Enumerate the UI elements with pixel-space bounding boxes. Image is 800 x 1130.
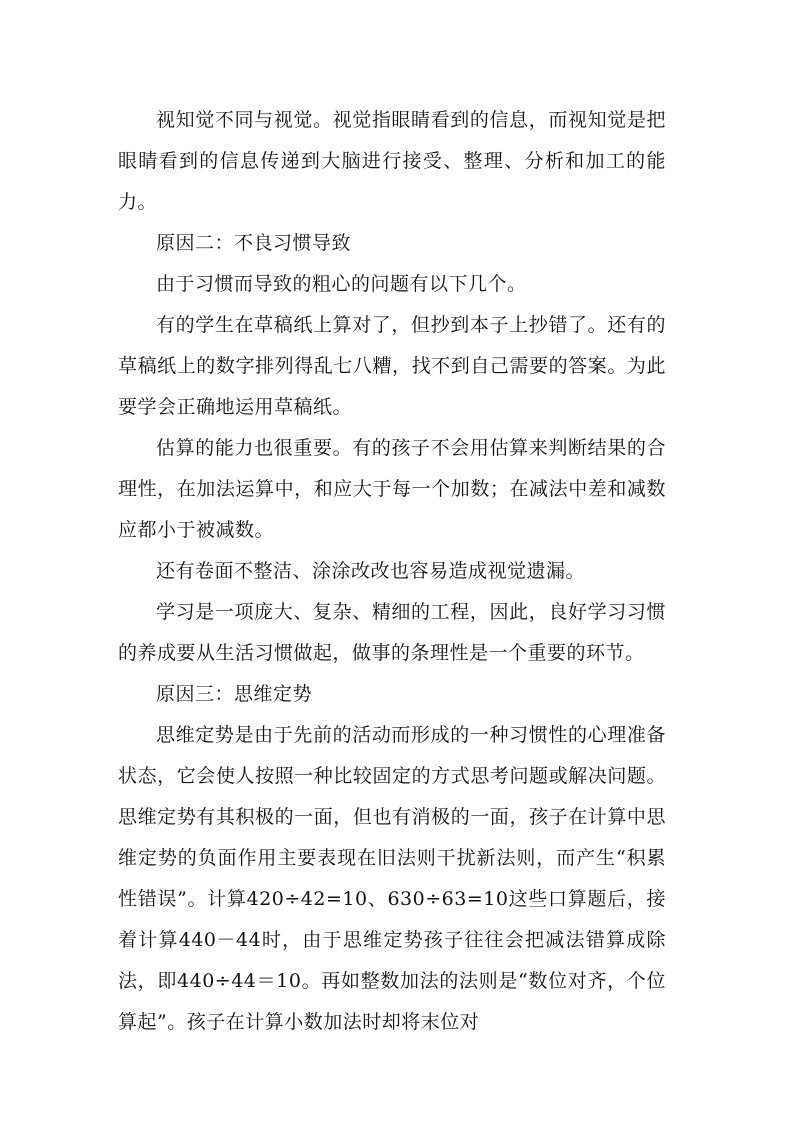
paragraph-habit-intro: 由于习惯而导致的粗心的问题有以下几个。 — [156, 273, 527, 295]
paragraph-scratch-paper: 有的学生在草稿纸上算对了，但抄到本子上抄错了。还有的草稿纸上的数字排列得乱七八糟，找不到自己需要的答案。为此要学会正确地运用草稿纸。 — [118, 314, 666, 418]
paragraph-mindset: 思维定势是由于先前的活动而形成的一种习惯性的心理准备状态，它会使人按照一种比较固定的方式思考问题或解决问题。思维定势有其积极的一面，但也有消极的一面，孩子在计算中思维定势的负面作用主要表现在旧法则干扰新法则，而产生“积累性错误”。计算420÷42=10、630÷63=10这些口算题后，接着计算440－44时，由于思维定势孩子往往会把减法错算成除法，即440÷44＝10。再如整数加法的法则是“数位对齐，个位算起”。孩子在计算小数加法时却将末位对 — [118, 724, 666, 1033]
heading-reason-two: 原因二：不良习惯导致 — [156, 232, 352, 254]
paragraph-estimation: 估算的能力也很重要。有的孩子不会用估算来判断结果的合理性，在加法运算中，和应大于每一个加数；在减法中差和减数应都小于被减数。 — [118, 437, 666, 541]
document-body — [118, 100, 666, 1043]
paragraph-visual-perception: 视知觉不同与视觉。视觉指眼睛看到的信息，而视知觉是把眼睛看到的信息传递到大脑进行接受、整理、分析和加工的能力。 — [118, 109, 666, 213]
heading-reason-three: 原因三：思维定势 — [156, 683, 313, 705]
paragraph-study-habits: 学习是一项庞大、复杂、精细的工程，因此，良好学习习惯的养成要从生活习惯做起，做事的条理性是一个重要的环节。 — [118, 601, 666, 664]
paragraph-untidy-work: 还有卷面不整洁、涂涂改改也容易造成视觉遗漏。 — [156, 560, 586, 582]
